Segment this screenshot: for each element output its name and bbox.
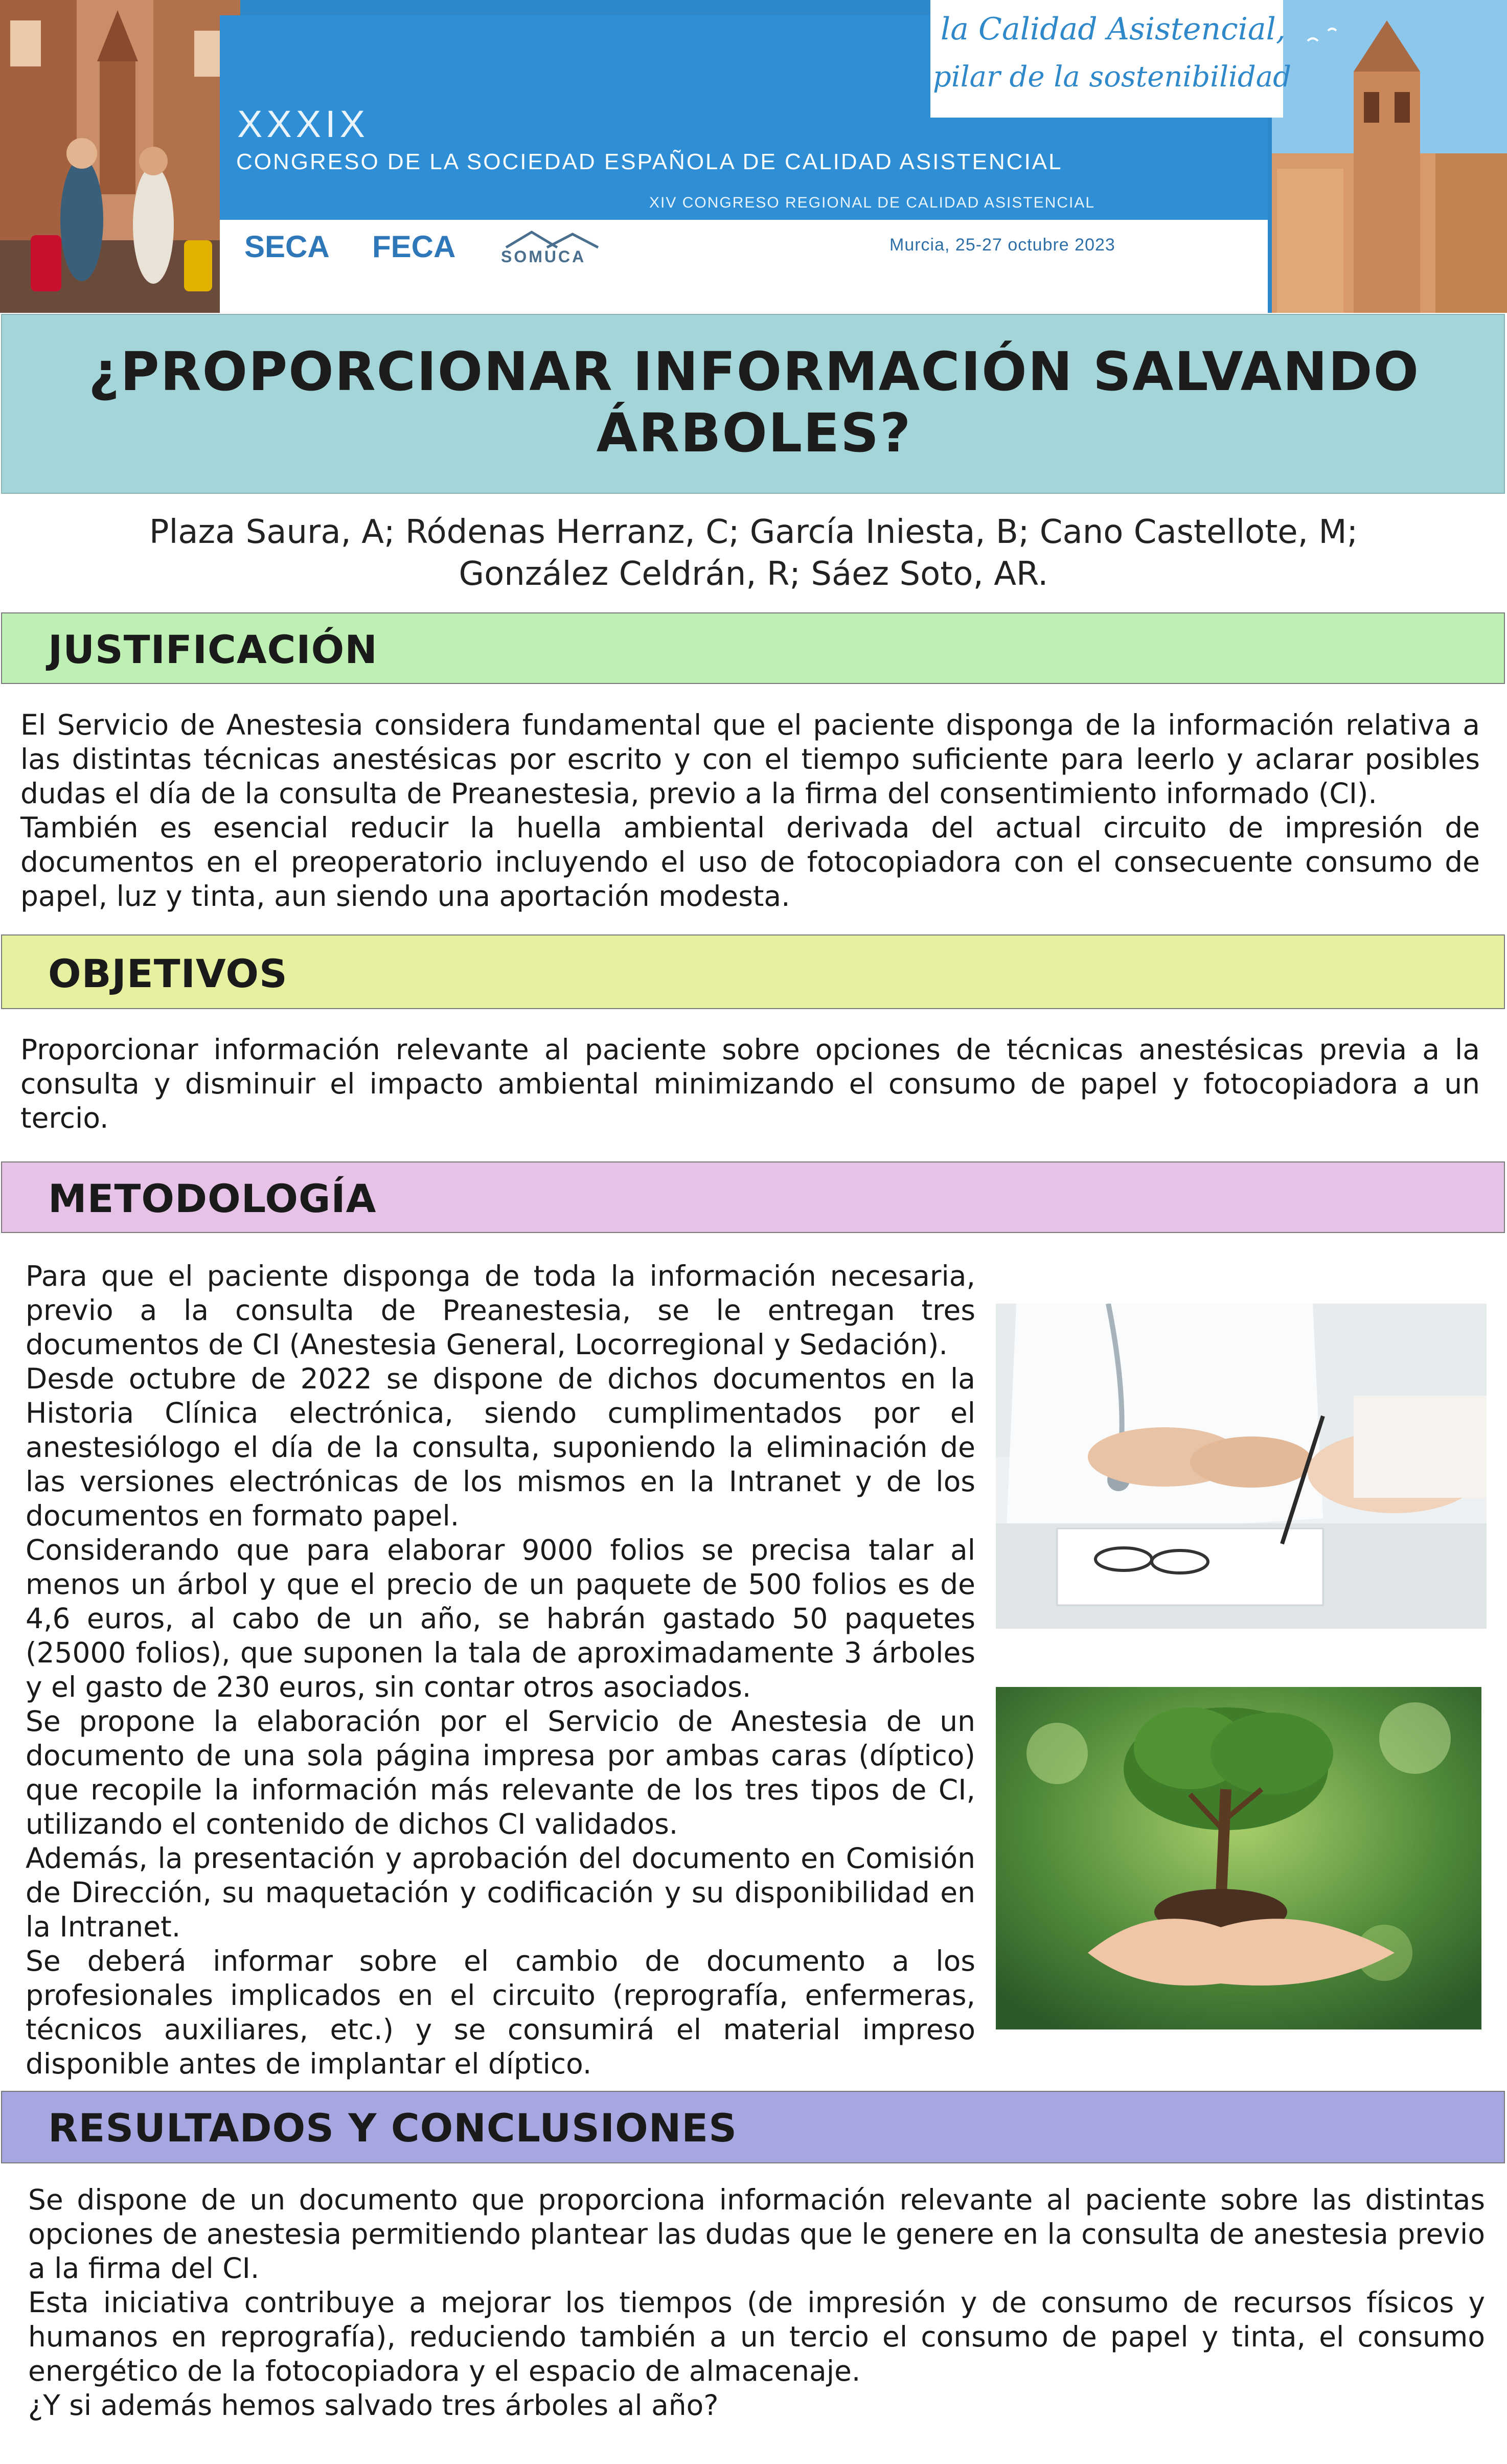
resultados-paragraph: Se dispone de un documento que proporciona información relevante al paciente sobre las distintas opciones de anestesia permitiendo plantear las dudas que le genere en la consulta de anestesia previo a la firma del CI. (28, 2183, 1485, 2285)
metodologia-paragraph: Además, la presentación y aprobación del documento en Comisión de Dirección, su maquetación y codificación y su disponibilidad en la Intranet. (26, 1842, 975, 1943)
metodologia-paragraph: Desde octubre de 2022 se dispone de dichos documentos en la Historia Clínica electrónica, siendo cumplimentados por el anestesiólogo el día de la consulta, suponiendo la eliminación de las versiones electrónicas de los mismos en la Intranet y de los documentos en formato papel. (26, 1362, 975, 1532)
section-title-resultados: RESULTADOS Y CONCLUSIONES (48, 2105, 737, 2151)
somuca-roof-icon (501, 229, 603, 249)
objetivos-paragraph: Proporcionar información relevante al paciente sobre opciones de técnicas anestésicas previa a la consulta y disminuir el impacto ambiental minimizando el consumo de papel y fotocopiadora a un tercio. (20, 1033, 1480, 1134)
metodologia-paragraph: Se propone la elaboración por el Servicio de Anestesia de un documento de una sola página impresa por ambas caras (díptico) que recopile la información más relevante de los tres tipos de CI, utilizando el contenido de dichos CI validados. (26, 1705, 975, 1840)
section-title-objetivos: OBJETIVOS (48, 951, 288, 996)
title-line-1: ¿PROPORCIONAR INFORMACIÓN SALVANDO (88, 340, 1420, 403)
seca-logo: SECA (244, 230, 330, 264)
title-line-2: ÁRBOLES? (596, 402, 912, 464)
street-illustration-left (0, 0, 240, 313)
tree-in-hands-photo (996, 1687, 1481, 2029)
resultados-closing-question: ¿Y si además hemos salvado tres árboles al año? (28, 2389, 719, 2422)
authors-line-2: González Celdrán, R; Sáez Soto, AR. (459, 555, 1048, 593)
section-title-justificacion: JUSTIFICACIÓN (48, 627, 378, 672)
metodologia-paragraph: Se deberá informar sobre el cambio de documento a los profesionales implicados en el circuito (reprografía, enfermeras, técnicos auxiliares, etc.) y se consumirá el material impreso disponible antes de implantar el díptico. (26, 1945, 975, 2080)
authors-line-1: Plaza Saura, A; Ródenas Herranz, C; García Iniesta, B; Cano Castellote, M; (149, 513, 1358, 551)
section-title-metodologia: METODOLOGÍA (48, 1176, 377, 1221)
section-header-resultados (1, 2091, 1505, 2163)
doctor-consultation-photo (996, 1304, 1487, 1629)
congress-banner (0, 0, 1507, 313)
resultados-paragraph: Esta iniciativa contribuye a mejorar los tiempos (de impresión y de consumo de recursos físicos y humanos en reprografía), reduciendo también a un tercio el consumo de papel y tinta, el consumo energético de la fotocopiadora y el espacio de almacenaje. (28, 2286, 1485, 2387)
feca-logo: FECA (372, 230, 456, 264)
justificacion-paragraph: El Servicio de Anestesia considera fundamental que el paciente disponga de la información relativa a las distintas técnicas anestésicas por escrito y con el tiempo suficiente para leerlo y aclarar posibles dudas el día de la consulta de Preanestesia, previo a la firma del consentimiento informado (CI). (20, 709, 1480, 810)
title-box (1, 314, 1505, 494)
somuca-logo: SOMUCA (501, 247, 586, 266)
congress-number: XXXIX (237, 103, 369, 145)
congress-dates: Murcia, 25-27 octubre 2023 (889, 235, 1115, 255)
cathedral-illustration-right (1272, 0, 1507, 313)
objetivos-text (20, 1033, 1480, 1135)
section-header-justificacion (1, 612, 1505, 684)
justificacion-paragraph: También es esencial reducir la huella ambiental derivada del actual circuito de impresión de documentos en el preoperatorio incluyendo el uso de fotocopiadora con el consecuente consumo de papel, luz y tinta, aun siendo una aportación modesta. (20, 811, 1480, 912)
slogan-line-1: la Calidad Asistencial, (941, 11, 1286, 47)
authors (0, 511, 1507, 595)
congress-subtitle: XIV CONGRESO REGIONAL DE CALIDAD ASISTENCIAL (649, 194, 1095, 211)
justificacion-text (20, 708, 1480, 914)
section-header-metodologia (1, 1161, 1505, 1233)
metodologia-text (26, 1259, 975, 2081)
slogan-line-2: pilar de la sostenibilidad (933, 60, 1291, 94)
metodologia-paragraph: Considerando que para elaborar 9000 folios se precisa talar al menos un árbol y que el precio de un paquete de 500 folios es de 4,6 euros, al cabo de un año, se habrán gastado 50 paquetes (25000 folios), que suponen la tala de aproximadamente 3 árboles y el gasto de 230 euros, sin contar otros asociados. (26, 1534, 975, 1703)
resultados-text (28, 2183, 1485, 2423)
congress-title: CONGRESO DE LA SOCIEDAD ESPAÑOLA DE CALIDAD ASISTENCIAL (236, 149, 1063, 174)
section-header-objetivos (1, 934, 1505, 1009)
metodologia-paragraph: Para que el paciente disponga de toda la información necesaria, previo a la consulta de Preanestesia, se le entregan tres documentos de CI (Anestesia General, Locorregional y Sedación). (26, 1260, 975, 1361)
